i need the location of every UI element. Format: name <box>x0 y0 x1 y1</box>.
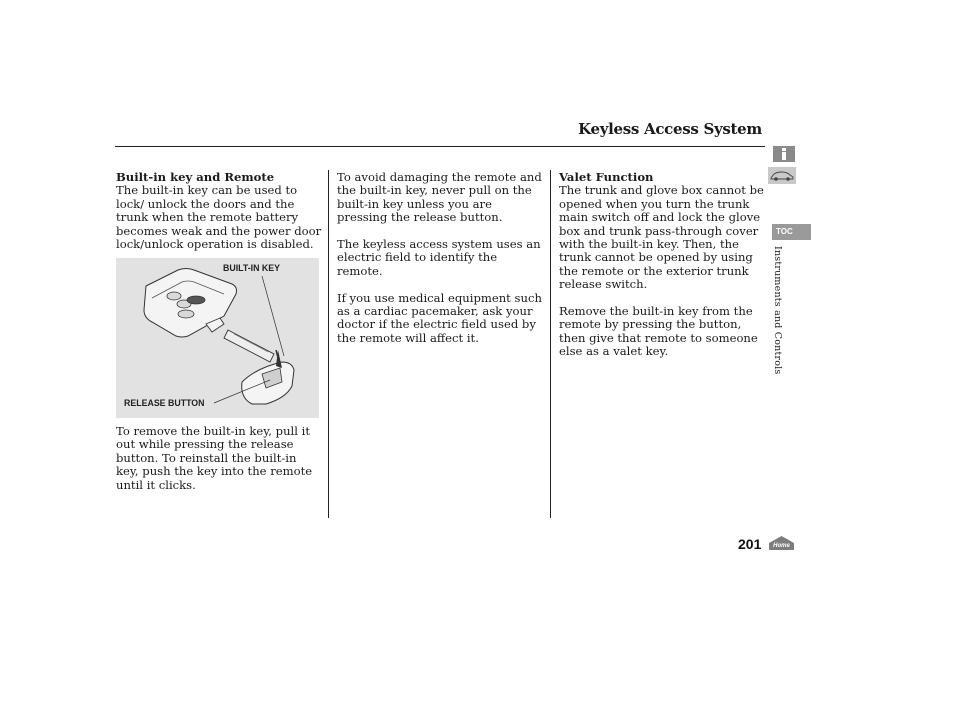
car-glyph <box>768 167 796 184</box>
section-heading-valet: Valet Function <box>559 170 654 184</box>
home-button[interactable] <box>768 535 795 551</box>
column-right <box>559 171 765 372</box>
car-icon[interactable] <box>768 167 796 184</box>
paragraph-remove-key: To remove the built-in key, pull it out while pressing the release button. To reinstall the built-in key, push the key into the remote until it clicks. <box>116 424 313 492</box>
paragraph-avoid-damage: To avoid damaging the remote and the built-in key, never pull on the built-in key unless you are pressing the release button. <box>337 170 542 225</box>
paragraph-valet-intro: The trunk and glove box cannot be opened when you turn the trunk main switch off and lock the glove box and trunk pass-through cover with the built-in key. Then, the trunk cannot be opened by using the remote or the exterior trunk release switch. <box>559 183 764 292</box>
toc-button[interactable]: TOC <box>772 224 811 240</box>
section-heading-built-in-key: Built-in key and Remote <box>116 170 275 184</box>
column-left-continued <box>116 425 322 492</box>
key-fob-illustration <box>116 258 319 418</box>
label-release-button: RELEASE BUTTON <box>124 398 205 408</box>
paragraph-electric-field: The keyless access system uses an electric field to identify the remote. <box>337 237 541 278</box>
paragraph-valet-key: Remove the built-in key from the remote by pressing the button, then give that remote to someone else as a valet key. <box>559 304 758 359</box>
column-divider-1 <box>328 170 329 518</box>
label-built-in-key: BUILT-IN KEY <box>223 263 281 273</box>
home-label: Home <box>773 543 790 549</box>
paragraph-built-in-key-intro: The built-in key can be used to lock/ unlock the doors and the trunk when the remote battery becomes weak and the power door lock/unlock operation is disabled. <box>116 183 322 252</box>
column-middle <box>337 171 543 359</box>
info-icon[interactable] <box>773 146 795 162</box>
column-left <box>116 171 322 265</box>
paragraph-medical-equipment: If you use medical equipment such as a cardiac pacemaker, ask your doctor if the electric field used by the remote will affect it. <box>337 290 542 345</box>
page-number: 201 <box>738 536 762 552</box>
key-fob-drawing <box>116 258 319 418</box>
home-icon <box>768 535 795 551</box>
section-tab-instruments[interactable]: Instruments and Controls <box>772 246 783 375</box>
info-glyph <box>779 147 789 161</box>
title-divider <box>115 146 765 147</box>
column-divider-2 <box>550 170 551 518</box>
page-title: Keyless Access System <box>578 120 762 138</box>
